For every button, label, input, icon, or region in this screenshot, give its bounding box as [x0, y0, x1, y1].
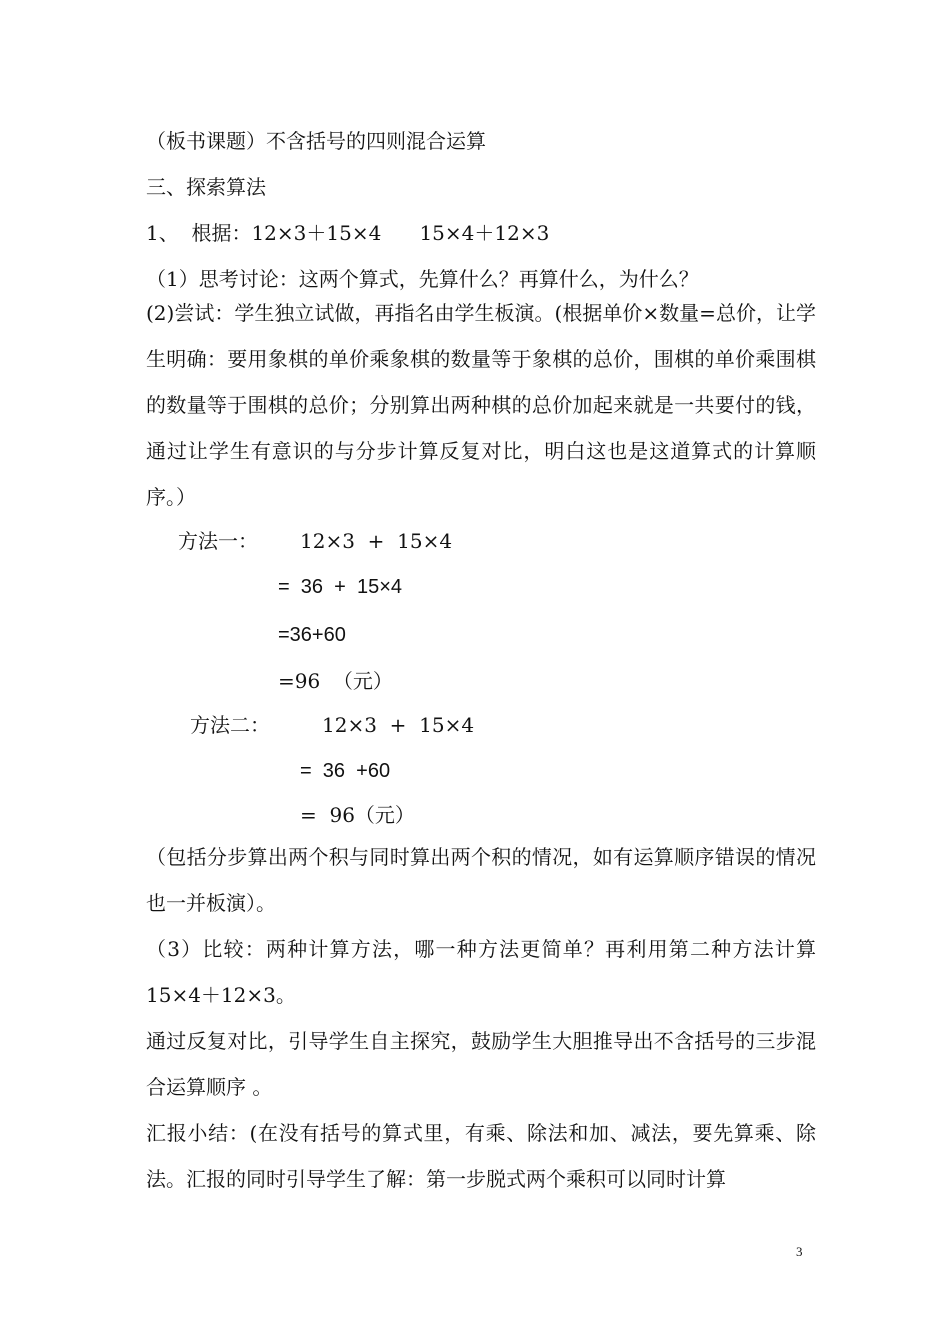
paragraph-compare: （3）比较：两种计算方法，哪一种方法更简单？再利用第二种方法计算 15×4＋12×3。 — [146, 937, 816, 1007]
item-1-expressions: 1、 根据：12×3＋15×4 15×4＋12×3 — [146, 221, 550, 245]
method-1-expression: 12×3 + 15×4 — [300, 529, 453, 553]
page-number: 3 — [796, 1244, 803, 1259]
method-2-step-2: = 96（元） — [300, 803, 415, 827]
paragraph-explore: 通过反复对比，引导学生自主探究，鼓励学生大胆推导出不含括号的三步混合运算顺序 。 — [146, 1029, 816, 1099]
method-2-label: 方法二： — [190, 713, 270, 737]
method-2-step-1: = 36 +60 — [300, 760, 391, 782]
method-2-expression: 12×3 + 15×4 — [322, 713, 475, 737]
paragraph-try: (2)尝试：学生独立试做，再指名由学生板演。(根据单价×数量=总价，让学生明确：要用象棋的单价乘象棋的数量等于象棋的总价，围棋的单价乘围棋的数量等于围棋的总价；分别算出两种棋的总价加起来就是一共要付的钱，通过让学生有意识的与分步计算反复对比，明白这也是这道算式的计算顺序。） — [146, 301, 816, 509]
paragraph-summary: 汇报小结：(在没有括号的算式里，有乘、除法和加、减法，要先算乘、除法。汇报的同时引导学生了解：第一步脱式两个乘积可以同时计算 — [146, 1121, 816, 1191]
question-1: （1）思考讨论：这两个算式，先算什么？再算什么，为什么？ — [146, 267, 699, 291]
method-1-step-2: =36+60 — [278, 624, 346, 646]
section-heading: 三、探索算法 — [146, 175, 266, 199]
method-1-step-3: =96 （元） — [278, 669, 393, 693]
method-1-label: 方法一： — [178, 529, 258, 553]
method-1-step-1: = 36 + 15×4 — [278, 576, 402, 598]
paragraph-board: （包括分步算出两个积与同时算出两个积的情况，如有运算顺序错误的情况也一并板演）。 — [146, 845, 816, 915]
lesson-title: （板书课题）不含括号的四则混合运算 — [146, 129, 486, 153]
